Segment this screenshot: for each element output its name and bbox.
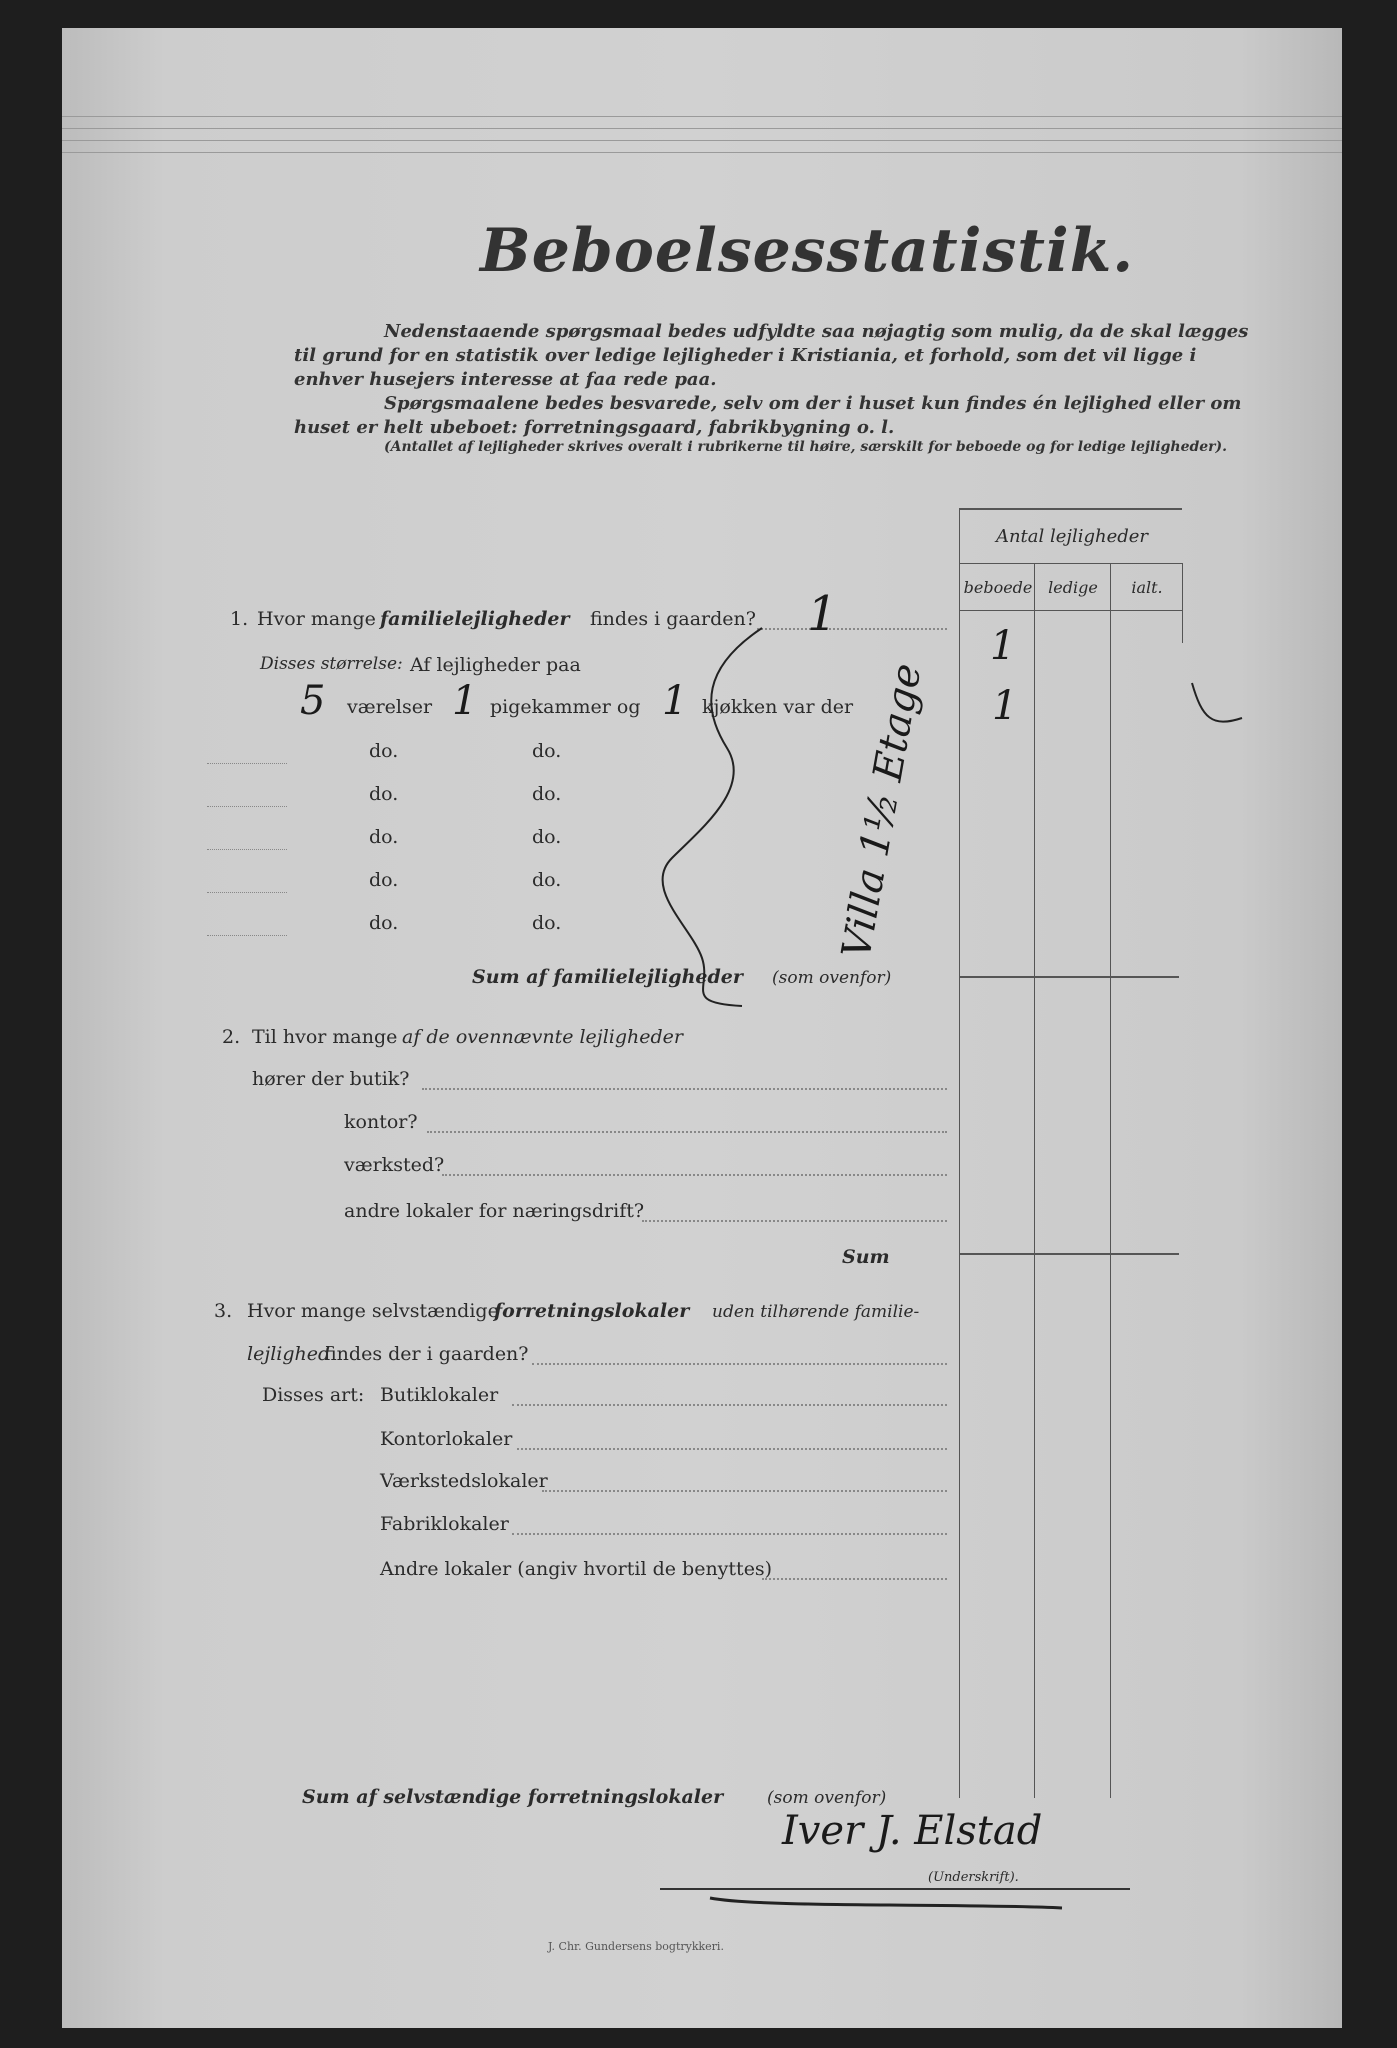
q3-post: uden tilhørende familie- [712,1302,920,1322]
intro-paragraph-3: (Antallet af lejligheder skrives overalt i rubrikerne til høire, særskilt for beboede og for ledige lejligheder). [384,439,1228,455]
hw-margin-note: Villa 1½ Etage [833,660,931,962]
do-label: do. [532,912,562,934]
q2-number: 2. [222,1026,241,1048]
do-label: do. [369,783,399,805]
header-ledige: ledige [1048,578,1098,597]
do-label: do. [369,869,399,891]
q3-vaerkstedslokaler: Værkstedslokaler [380,1470,548,1492]
q1-kitchen-label: kjøkken var der [702,696,854,718]
underline-stroke [710,1898,1062,1908]
q2-kontor: kontor? [344,1111,418,1133]
q3-kontorlokaler: Kontorlokaler [380,1428,513,1450]
q3-findes: findes der i gaarden? [324,1343,529,1365]
intro-paragraph-2: Spørgsmaalene bedes besvarede, selv om der i huset kun findes én lejlighed eller om huset er helt ubeboet: forretningsgaard, fabrikbygning o. l. [294,393,1242,438]
printer-imprint: J. Chr. Gundersens bogtrykkeri. [548,1940,724,1953]
hw-signature: Iver J. Elstad [782,1808,1043,1854]
q3-andre-lokaler: Andre lokaler (angiv hvortil de benyttes) [380,1558,773,1580]
do-label: do. [532,740,562,762]
do-label: do. [532,869,562,891]
q3-sum-post: (som ovenfor) [767,1788,887,1808]
header-ialt: ialt. [1131,578,1163,597]
intro-paragraph-1: Nedenstaaende spørgsmaal bedes udfyldte saa nøjagtig som mulig, da de skal lægges til grund for en statistik over ledige lejligheder i Kristiania, et forhold, som det vil ligge i enhver husejers interesse at faa rede paa. [294,321,1249,390]
q2-butik: hører der butik? [252,1068,410,1090]
q1-maid-label: pigekammer og [490,696,641,718]
q2-vaerksted: værksted? [344,1154,445,1176]
q3-butiklokaler: Butiklokaler [380,1384,499,1406]
q2-emphasis: af de ovennævnte lejligheder [402,1026,683,1048]
q2-sum-label: Sum [842,1246,890,1268]
hw-beboede-row1: 1 [990,623,1016,669]
q1-sum-post: (som ovenfor) [772,968,892,988]
q3-lejlighed: lejlighed [247,1343,331,1365]
margin-tick [1192,683,1242,722]
header-antal-lejligheder: Antal lejligheder [995,526,1149,547]
q1-rooms-label: værelser [347,696,433,718]
hw-rooms-value: 5 [300,678,326,724]
do-label: do. [532,783,562,805]
q3-fabriklokaler: Fabriklokaler [380,1513,509,1535]
signature-label: (Underskrift). [928,1870,1019,1885]
hw-kitchen-value: 1 [662,678,688,724]
q2-pre: Til hvor mange [252,1026,398,1048]
hw-beboede-row2: 1 [992,683,1018,729]
q1-emphasis: familielejligheder [380,608,570,630]
q2-andre: andre lokaler for næringsdrift? [344,1200,645,1222]
q1-sum-label: Sum af familielejligheder [472,966,743,988]
hw-total-mark: 1 [807,586,838,642]
do-label: do. [369,740,399,762]
q1-post: findes i gaarden? [590,608,756,630]
q1-number: 1. [230,608,249,630]
handwriting-strokes [62,28,1342,2028]
form-sheet [62,28,1342,2028]
do-label: do. [369,826,399,848]
hw-maid-value: 1 [452,678,478,724]
q3-emphasis: forretningslokaler [494,1300,690,1322]
q3-pre: Hvor mange selvstændige [247,1300,499,1322]
q3-sum-label: Sum af selvstændige forretningslokaler [302,1786,724,1808]
q3-art-label: Disses art: [262,1384,365,1406]
q1-size-text: Af lejligheder paa [410,654,581,676]
form-title: Beboelsesstatistik. [480,216,1135,286]
bracket-stroke [663,628,762,1006]
q1-pre: Hvor mange [257,608,376,630]
header-beboede: beboede [963,578,1033,597]
q3-number: 3. [214,1300,233,1322]
do-label: do. [532,826,562,848]
do-label: do. [369,912,399,934]
q1-size-label: Disses størrelse: [260,654,403,674]
